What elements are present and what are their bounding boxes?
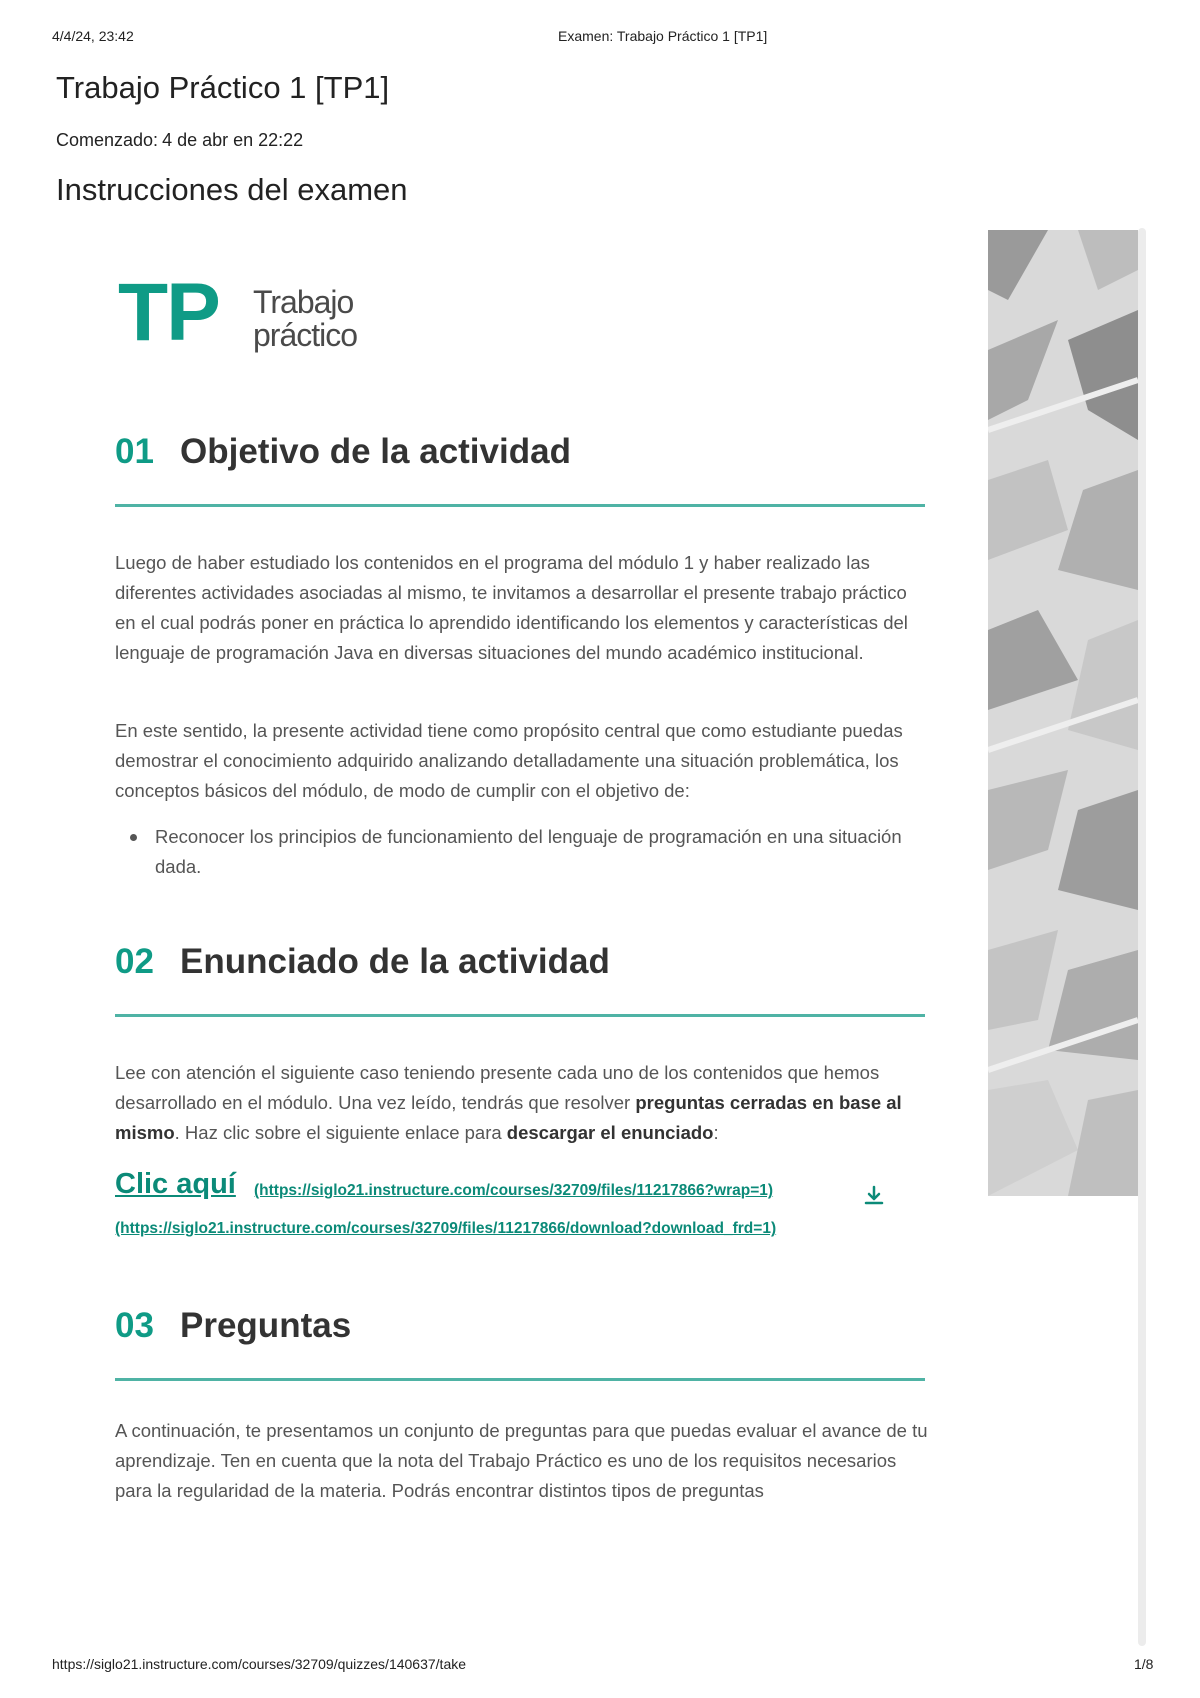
- logo-letters: TP: [118, 267, 219, 358]
- logo-word-2: práctico: [253, 317, 358, 353]
- statement-text-c: . Haz clic sobre el siguiente enlace para: [174, 1122, 507, 1143]
- print-doc-title: Examen: Trabajo Práctico 1 [TP1]: [558, 28, 768, 44]
- section-divider: [115, 1378, 925, 1381]
- questions-paragraph: A continuación, te presentamos un conjunto de preguntas para que puedas evaluar el avance de tu aprendizaje. Ten en cuenta que la nota del Trabajo Práctico es uno de los requisitos necesarios para la regularidad de la materia. Podrás encontrar distintos tipos de preguntas: [115, 1420, 928, 1501]
- section-title: Enunciado de la actividad: [180, 942, 610, 981]
- objective-paragraph-1: Luego de haber estudiado los contenidos en el programa del módulo 1 y haber realizado las diferentes actividades asociadas al mismo, te invitamos a desarrollar el presente trabajo práctico en el cual podrás poner en práctica lo aprendido identificando los elementos y características del lenguaje de programación Java en diversas situaciones del mundo académico institucional.: [115, 552, 908, 663]
- print-page-number: 1/8: [1134, 1656, 1154, 1672]
- section-title: Objetivo de la actividad: [180, 432, 571, 471]
- quiz-title: Trabajo Práctico 1 [TP1]: [56, 70, 390, 105]
- scrollbar[interactable]: [1138, 228, 1146, 1646]
- download-icon[interactable]: [862, 1184, 886, 1208]
- section-title: Preguntas: [180, 1306, 352, 1345]
- section-divider: [115, 1014, 925, 1017]
- section-divider: [115, 504, 925, 507]
- bullet-dot: [130, 834, 137, 841]
- instructions-heading: Instrucciones del examen: [56, 172, 408, 207]
- started-label: Comenzado:: [56, 130, 159, 150]
- started-value: 4 de abr en 22:22: [162, 130, 304, 150]
- started-info: [56, 130, 303, 151]
- statement-text-e: :: [713, 1122, 719, 1143]
- file-url-link[interactable]: (https://siglo21.instructure.com/courses/32709/files/11217866?wrap=1): [254, 1182, 774, 1199]
- objective-paragraph-2: En este sentido, la presente actividad tiene como propósito central que como estudiante puedas demostrar el conocimiento adquirido analizando detalladamente una situación problemática, los conceptos básicos del módulo, de modo de cumplir con el objetivo de:: [115, 720, 903, 801]
- logo-word-1: Trabajo: [253, 284, 354, 320]
- statement-paragraph: [115, 1058, 930, 1148]
- section-number: 01: [115, 432, 154, 471]
- statement-text-a: Lee con atención el siguiente caso teniendo presente cada uno de los contenidos que hemos desarrollado en el módulo. Una vez leído, tendrás que resolver: [115, 1062, 880, 1113]
- download-link[interactable]: Clic aquí: [115, 1168, 236, 1200]
- objective-bullet-text: Reconocer los principios de funcionamiento del lenguaje de programación en una situación dada.: [155, 826, 902, 877]
- statement-bold-download: descargar el enunciado: [506, 1122, 714, 1143]
- logo-words: [253, 286, 357, 352]
- print-page-url: https://siglo21.instructure.com/courses/32709/quizzes/140637/take: [52, 1656, 467, 1672]
- section-number: 02: [115, 942, 154, 981]
- decorative-architecture-image: [988, 230, 1138, 1196]
- statement-bold-questions: preguntas cerradas en base al mismo: [115, 1092, 902, 1143]
- section-number: 03: [115, 1306, 154, 1345]
- print-datetime: 4/4/24, 23:42: [52, 28, 134, 44]
- file-download-url-link[interactable]: (https://siglo21.instructure.com/courses/32709/files/11217866/download?download_frd=1): [115, 1220, 777, 1237]
